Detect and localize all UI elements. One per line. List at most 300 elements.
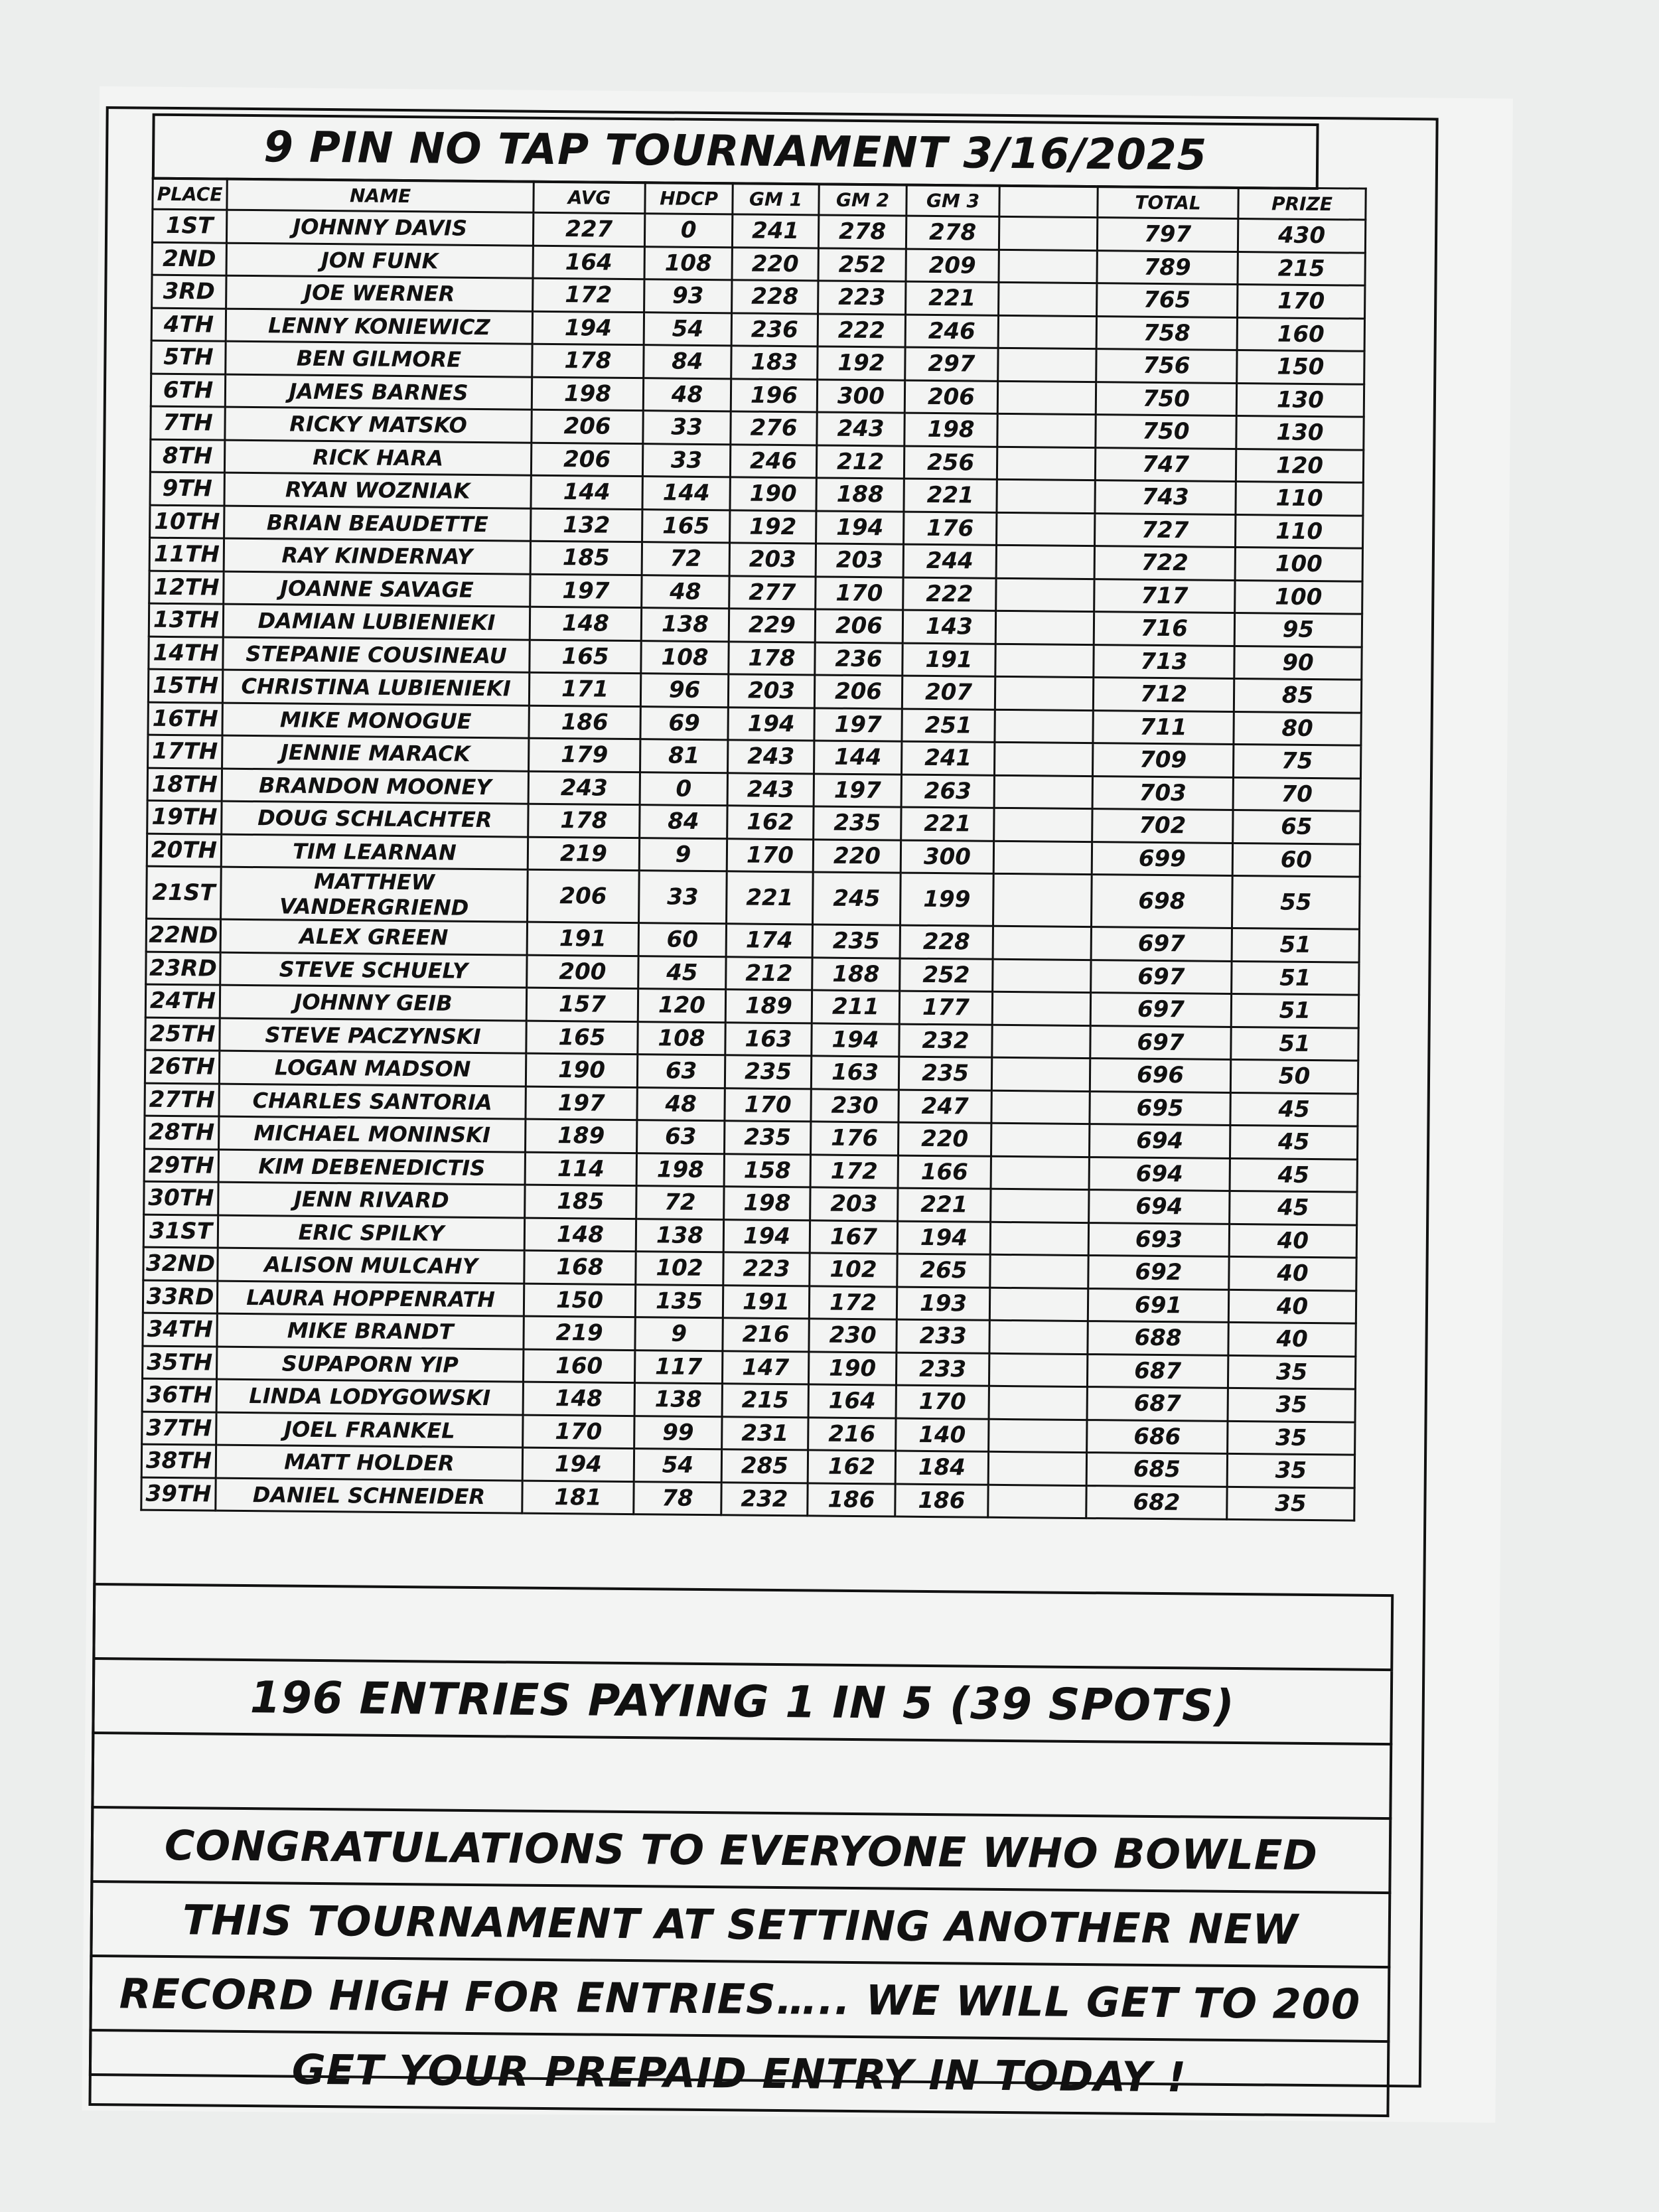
place-cell: 37TH (142, 1412, 216, 1445)
name-cell: JAMES BARNES (225, 374, 532, 410)
col-header: PRIZE (1238, 187, 1366, 220)
gm2-cell: 278 (818, 215, 906, 249)
name-cell: STEVE SCHUELY (220, 952, 527, 988)
blank-cell (991, 1123, 1089, 1157)
hdcp-cell: 108 (638, 1021, 725, 1055)
prize-cell: 51 (1232, 961, 1359, 995)
name-cell: JOHNNY DAVIS (226, 210, 533, 246)
gm1-cell: 235 (725, 1121, 811, 1155)
place-cell: 16TH (148, 702, 222, 735)
avg-cell: 148 (524, 1218, 636, 1252)
hdcp-cell: 84 (644, 345, 731, 379)
blank-cell (994, 808, 1092, 842)
blank-cell (992, 992, 1090, 1025)
total-cell: 691 (1088, 1288, 1228, 1322)
gm1-cell: 190 (730, 477, 816, 511)
gm3-cell: 199 (901, 873, 994, 926)
total-cell: 709 (1092, 743, 1233, 777)
blank-cell (989, 1419, 1087, 1453)
place-cell: 21ST (147, 866, 222, 919)
total-cell: 797 (1097, 218, 1238, 252)
place-cell: 28TH (145, 1116, 219, 1149)
gm3-cell: 256 (904, 446, 997, 480)
prize-cell: 110 (1236, 514, 1363, 548)
place-cell: 20TH (147, 834, 221, 867)
hdcp-cell: 102 (636, 1252, 723, 1286)
total-cell: 682 (1086, 1485, 1227, 1519)
gm3-cell: 194 (897, 1221, 990, 1255)
hdcp-cell: 81 (640, 739, 728, 773)
total-cell: 697 (1091, 927, 1232, 961)
gm3-cell: 221 (898, 1188, 991, 1222)
gm1-cell: 178 (729, 641, 815, 675)
avg-cell: 178 (528, 804, 640, 838)
avg-cell: 114 (525, 1152, 636, 1186)
footer-block (88, 1583, 1394, 2117)
col-header: AVG (534, 181, 645, 213)
total-cell: 758 (1096, 316, 1237, 350)
gm3-cell: 263 (901, 774, 994, 808)
gm1-cell: 183 (731, 346, 818, 380)
place-cell: 9TH (150, 472, 224, 505)
entries-summary: 196 ENTRIES PAYING 1 IN 5 (39 SPOTS) (92, 1660, 1393, 1745)
gm1-cell: 198 (724, 1187, 810, 1220)
name-cell: CHRISTINA LUBIENIEKI (222, 670, 529, 705)
hdcp-cell: 165 (642, 509, 730, 543)
avg-cell: 197 (526, 1086, 637, 1120)
name-cell: BRIAN BEAUDETTE (224, 506, 531, 542)
gm2-cell: 172 (809, 1286, 897, 1319)
avg-cell: 148 (523, 1382, 634, 1416)
avg-cell: 190 (526, 1053, 637, 1087)
place-cell: 36TH (142, 1378, 216, 1412)
name-cell: MICHAEL MONINSKI (219, 1116, 526, 1152)
gm1-cell: 232 (721, 1482, 808, 1516)
total-cell: 712 (1093, 678, 1234, 711)
name-cell: LENNY KONIEWICZ (226, 309, 532, 344)
name-cell: BEN GILMORE (226, 341, 532, 377)
gm3-cell: 177 (899, 991, 992, 1025)
gm2-cell: 203 (810, 1187, 898, 1221)
name-cell: STEVE PACZYNSKI (220, 1018, 526, 1054)
blank-cell (995, 709, 1093, 743)
prize-cell: 40 (1229, 1224, 1356, 1258)
avg-cell: 185 (525, 1185, 636, 1218)
gm3-cell: 233 (896, 1353, 989, 1386)
gm3-cell: 222 (903, 577, 996, 611)
hdcp-cell: 117 (634, 1350, 722, 1384)
blank-cell (995, 611, 1094, 644)
hdcp-cell: 78 (634, 1481, 721, 1515)
gm3-cell: 247 (899, 1090, 991, 1124)
blank-cell (994, 775, 1092, 809)
col-header: GM 3 (906, 184, 999, 216)
blank-cell (991, 1090, 1090, 1124)
col-header: PLACE (153, 178, 227, 210)
prize-cell: 55 (1232, 875, 1360, 929)
gm2-cell: 235 (812, 924, 900, 958)
gm1-cell: 216 (723, 1318, 809, 1352)
avg-cell: 227 (533, 212, 644, 246)
total-cell: 697 (1090, 993, 1231, 1027)
gm1-cell: 191 (723, 1285, 809, 1319)
blank-cell (989, 1320, 1088, 1354)
name-cell: RICK HARA (224, 440, 531, 476)
avg-cell: 194 (532, 311, 644, 345)
gm3-cell: 140 (896, 1418, 989, 1452)
place-cell: 6TH (151, 374, 225, 407)
prize-cell: 80 (1234, 711, 1361, 745)
gm3-cell: 207 (902, 676, 995, 709)
gm1-cell: 246 (730, 444, 816, 478)
total-cell: 696 (1090, 1059, 1230, 1092)
prize-cell: 70 (1233, 777, 1360, 811)
gm2-cell: 172 (810, 1154, 898, 1188)
gm3-cell: 244 (903, 544, 996, 578)
hdcp-cell: 96 (640, 674, 728, 707)
avg-cell: 160 (523, 1349, 634, 1383)
blank-cell (992, 1025, 1090, 1059)
avg-cell: 185 (530, 541, 642, 575)
gm1-cell: 158 (724, 1153, 810, 1187)
place-cell: 17TH (148, 735, 222, 768)
total-cell: 789 (1097, 250, 1238, 284)
total-cell: 727 (1095, 513, 1236, 547)
gm1-cell: 277 (729, 575, 816, 609)
avg-cell: 170 (523, 1415, 634, 1449)
gm2-cell: 222 (818, 313, 905, 347)
page-title: 9 PIN NO TAP TOURNAMENT 3/16/2025 (152, 113, 1319, 190)
gm2-cell: 194 (816, 510, 904, 544)
place-cell: 3RD (152, 275, 226, 308)
gm1-cell: 228 (732, 280, 818, 314)
avg-cell: 132 (531, 508, 642, 542)
place-cell: 18TH (147, 768, 222, 801)
place-cell: 5TH (151, 340, 226, 374)
gm1-cell: 221 (727, 871, 814, 924)
avg-cell: 171 (529, 672, 640, 706)
name-cell: TIM LEARNAN (221, 834, 528, 870)
gm2-cell: 188 (812, 957, 900, 991)
avg-cell: 219 (524, 1316, 635, 1350)
place-cell: 19TH (147, 800, 222, 834)
prize-cell: 45 (1230, 1125, 1357, 1159)
blank-cell (994, 742, 1092, 776)
place-cell: 32ND (143, 1247, 218, 1280)
gm2-cell: 167 (810, 1220, 897, 1254)
gm3-cell: 166 (898, 1155, 991, 1189)
name-cell: LAURA HOPPENRATH (217, 1281, 524, 1317)
avg-cell: 179 (529, 738, 640, 772)
gm2-cell: 102 (810, 1253, 897, 1287)
place-cell: 13TH (149, 603, 223, 636)
place-cell: 25TH (145, 1017, 220, 1051)
place-cell: 35TH (143, 1346, 217, 1379)
name-cell: DOUG SCHLACHTER (222, 801, 528, 837)
col-header: GM 2 (819, 184, 906, 216)
gm3-cell: 186 (895, 1484, 988, 1518)
total-cell: 694 (1089, 1124, 1230, 1158)
name-cell: LINDA LODYGOWSKI (216, 1379, 523, 1415)
gm3-cell: 184 (895, 1451, 988, 1485)
gm1-cell: 192 (730, 510, 816, 544)
total-cell: 716 (1094, 612, 1234, 646)
prize-cell: 130 (1236, 415, 1364, 449)
blank-cell (999, 216, 1097, 250)
total-cell: 685 (1086, 1453, 1227, 1487)
gm1-cell: 235 (725, 1055, 811, 1089)
total-cell: 687 (1087, 1387, 1228, 1421)
blank-cell (997, 447, 1095, 480)
prize-cell: 45 (1230, 1092, 1358, 1126)
prize-cell: 100 (1235, 580, 1362, 614)
blank-cell (999, 282, 1097, 316)
total-cell: 697 (1090, 1025, 1231, 1059)
gm2-cell: 163 (811, 1056, 899, 1090)
hdcp-cell: 84 (640, 805, 727, 839)
avg-cell: 186 (529, 705, 640, 739)
gm1-cell: 163 (725, 1022, 812, 1056)
gm3-cell: 300 (901, 840, 993, 874)
prize-cell: 45 (1230, 1158, 1357, 1192)
gm2-cell: 192 (818, 346, 905, 380)
total-cell: 750 (1096, 382, 1236, 415)
blank-cell (997, 512, 1095, 546)
gm1-cell: 285 (721, 1449, 808, 1483)
place-cell: 33RD (143, 1280, 217, 1313)
avg-cell: 165 (530, 640, 641, 674)
blank-cell (990, 1222, 1088, 1256)
prize-cell: 95 (1234, 613, 1362, 646)
name-cell: MATTHEW VANDERGRIEND (221, 867, 528, 922)
total-cell: 693 (1088, 1222, 1229, 1256)
place-cell: 11TH (149, 538, 224, 571)
blank-cell (995, 676, 1093, 710)
name-cell: MIKE BRANDT (217, 1313, 524, 1349)
prize-cell: 40 (1229, 1256, 1356, 1290)
results-table (140, 177, 1366, 1522)
place-cell: 15TH (148, 669, 222, 702)
results-body (141, 209, 1366, 1520)
place-cell: 14TH (149, 636, 223, 670)
prize-cell: 51 (1232, 928, 1359, 962)
prize-cell: 160 (1237, 317, 1364, 351)
col-header: GM 1 (733, 183, 819, 215)
blank-cell (991, 1156, 1089, 1190)
prize-cell: 90 (1234, 646, 1362, 680)
message-line-4: GET YOUR PREPAID ENTRY IN TODAY ! (88, 2031, 1390, 2117)
prize-cell: 65 (1233, 810, 1360, 844)
place-cell: 31ST (143, 1215, 218, 1248)
hdcp-cell: 198 (636, 1153, 724, 1187)
avg-cell: 194 (522, 1447, 634, 1481)
gm3-cell: 191 (902, 643, 995, 677)
prize-cell: 35 (1228, 1388, 1355, 1422)
name-cell: LOGAN MADSON (219, 1051, 526, 1086)
gm1-cell: 189 (725, 990, 812, 1023)
name-cell: JOE WERNER (226, 275, 533, 311)
gm2-cell: 211 (812, 990, 899, 1024)
hdcp-cell: 144 (642, 477, 730, 510)
place-cell: 1ST (152, 209, 226, 242)
blank-cell (993, 959, 1091, 993)
avg-cell: 178 (532, 344, 644, 378)
avg-cell: 148 (530, 607, 641, 640)
gm1-cell: 231 (722, 1416, 808, 1450)
name-cell: BRANDON MOONEY (222, 769, 528, 804)
avg-cell: 206 (528, 869, 640, 922)
blank-cell (989, 1353, 1087, 1387)
total-cell: 747 (1095, 447, 1236, 481)
footer-blank-row (91, 1734, 1392, 1820)
gm2-cell: 230 (809, 1319, 897, 1353)
gm1-cell: 215 (722, 1384, 808, 1418)
gm2-cell: 245 (813, 872, 901, 925)
name-cell: KIM DEBENEDICTIS (218, 1149, 525, 1185)
gm2-cell: 186 (808, 1483, 895, 1516)
gm1-cell: 170 (725, 1088, 811, 1122)
total-cell: 686 (1087, 1420, 1228, 1453)
hdcp-cell: 63 (637, 1055, 725, 1088)
total-cell: 765 (1097, 283, 1238, 317)
gm1-cell: 162 (727, 806, 814, 840)
gm2-cell: 197 (814, 707, 902, 741)
place-cell: 7TH (151, 406, 225, 439)
gm3-cell: 233 (897, 1319, 989, 1353)
prize-cell: 35 (1228, 1421, 1355, 1455)
hdcp-cell: 48 (643, 378, 731, 411)
gm3-cell: 198 (904, 413, 997, 447)
gm1-cell: 243 (727, 773, 814, 806)
prize-cell: 170 (1238, 284, 1365, 318)
gm3-cell: 278 (906, 216, 999, 250)
avg-cell: 168 (524, 1250, 636, 1284)
hdcp-cell: 0 (644, 214, 732, 248)
avg-cell: 197 (530, 574, 642, 608)
prize-cell: 85 (1234, 678, 1361, 712)
place-cell: 30TH (144, 1181, 218, 1215)
gm3-cell: 252 (900, 958, 993, 992)
gm3-cell: 143 (902, 610, 995, 644)
hdcp-cell: 33 (643, 411, 731, 445)
gm2-cell: 300 (817, 379, 904, 413)
footer-blank-row (92, 1583, 1394, 1671)
name-cell: MIKE MONOGUE (222, 703, 529, 739)
total-cell: 743 (1095, 480, 1236, 514)
gm3-cell: 206 (904, 380, 997, 414)
hdcp-cell: 93 (644, 279, 732, 313)
hdcp-cell: 33 (639, 871, 727, 924)
avg-cell: 157 (526, 988, 638, 1021)
place-cell: 12TH (149, 571, 224, 604)
blank-cell (989, 1288, 1088, 1321)
hdcp-cell: 54 (634, 1449, 721, 1483)
avg-cell: 198 (532, 377, 643, 411)
total-cell: 750 (1096, 415, 1236, 449)
place-cell: 38TH (141, 1444, 216, 1477)
gm1-cell: 241 (732, 214, 818, 248)
place-cell: 24TH (145, 984, 220, 1017)
blank-cell (990, 1254, 1088, 1288)
blank-cell (991, 1057, 1090, 1091)
hdcp-cell: 54 (644, 312, 731, 346)
name-cell: RICKY MATSKO (225, 407, 532, 443)
name-cell: RYAN WOZNIAK (224, 473, 531, 508)
gm3-cell: 209 (906, 249, 999, 283)
prize-cell: 430 (1238, 218, 1365, 252)
name-cell: JON FUNK (226, 243, 533, 279)
gm1-cell: 196 (731, 378, 817, 412)
hdcp-cell: 72 (636, 1186, 724, 1220)
total-cell: 694 (1089, 1190, 1230, 1224)
hdcp-cell: 138 (634, 1383, 722, 1417)
name-cell: JOHNNY GEIB (220, 985, 526, 1021)
name-cell: ALEX GREEN (220, 919, 527, 955)
gm2-cell: 176 (810, 1122, 898, 1155)
prize-cell: 51 (1231, 994, 1358, 1027)
gm2-cell: 235 (814, 806, 901, 840)
hdcp-cell: 69 (640, 706, 728, 740)
gm2-cell: 230 (811, 1088, 899, 1122)
total-cell: 697 (1091, 960, 1232, 994)
gm3-cell: 220 (898, 1122, 991, 1156)
prize-cell: 110 (1236, 481, 1363, 515)
gm1-cell: 220 (732, 247, 818, 281)
place-cell: 39TH (141, 1477, 216, 1511)
blank-cell (991, 1189, 1089, 1222)
gm1-cell: 203 (729, 543, 816, 577)
avg-cell: 206 (531, 443, 642, 477)
prize-cell: 45 (1230, 1191, 1357, 1224)
name-cell: RAY KINDERNAY (224, 538, 530, 574)
place-cell: 4TH (151, 308, 226, 341)
hdcp-cell: 60 (638, 923, 726, 957)
total-cell: 699 (1092, 842, 1232, 875)
total-cell: 722 (1094, 546, 1235, 580)
gm2-cell: 188 (816, 478, 904, 512)
blank-cell (997, 479, 1095, 513)
prize-cell: 75 (1233, 744, 1360, 778)
total-cell: 687 (1087, 1354, 1228, 1388)
gm1-cell: 170 (727, 838, 813, 872)
gm3-cell: 221 (906, 281, 999, 315)
blank-cell (998, 348, 1096, 382)
place-cell: 10TH (150, 505, 224, 538)
place-cell: 34TH (143, 1313, 217, 1346)
avg-cell: 191 (527, 922, 638, 956)
place-cell: 29TH (144, 1149, 218, 1182)
total-cell: 695 (1090, 1091, 1230, 1125)
gm3-cell: 193 (897, 1287, 989, 1321)
name-cell: STEPANIE COUSINEAU (223, 637, 530, 673)
hdcp-cell: 135 (635, 1284, 723, 1318)
name-cell: JOANNE SAVAGE (224, 571, 530, 607)
hdcp-cell: 0 (640, 772, 727, 806)
avg-cell: 150 (524, 1284, 635, 1317)
gm3-cell: 228 (900, 925, 993, 959)
blank-cell (997, 413, 1096, 447)
blank-cell (989, 1386, 1087, 1420)
gm1-cell: 223 (723, 1252, 810, 1286)
avg-cell: 189 (526, 1119, 637, 1153)
gm3-cell: 232 (899, 1024, 992, 1058)
gm3-cell: 265 (897, 1254, 990, 1288)
hdcp-cell: 108 (641, 640, 729, 674)
col-header: TOTAL (1098, 186, 1238, 219)
gm2-cell: 194 (812, 1023, 899, 1057)
gm2-cell: 164 (808, 1384, 896, 1418)
hdcp-cell: 138 (641, 608, 729, 642)
